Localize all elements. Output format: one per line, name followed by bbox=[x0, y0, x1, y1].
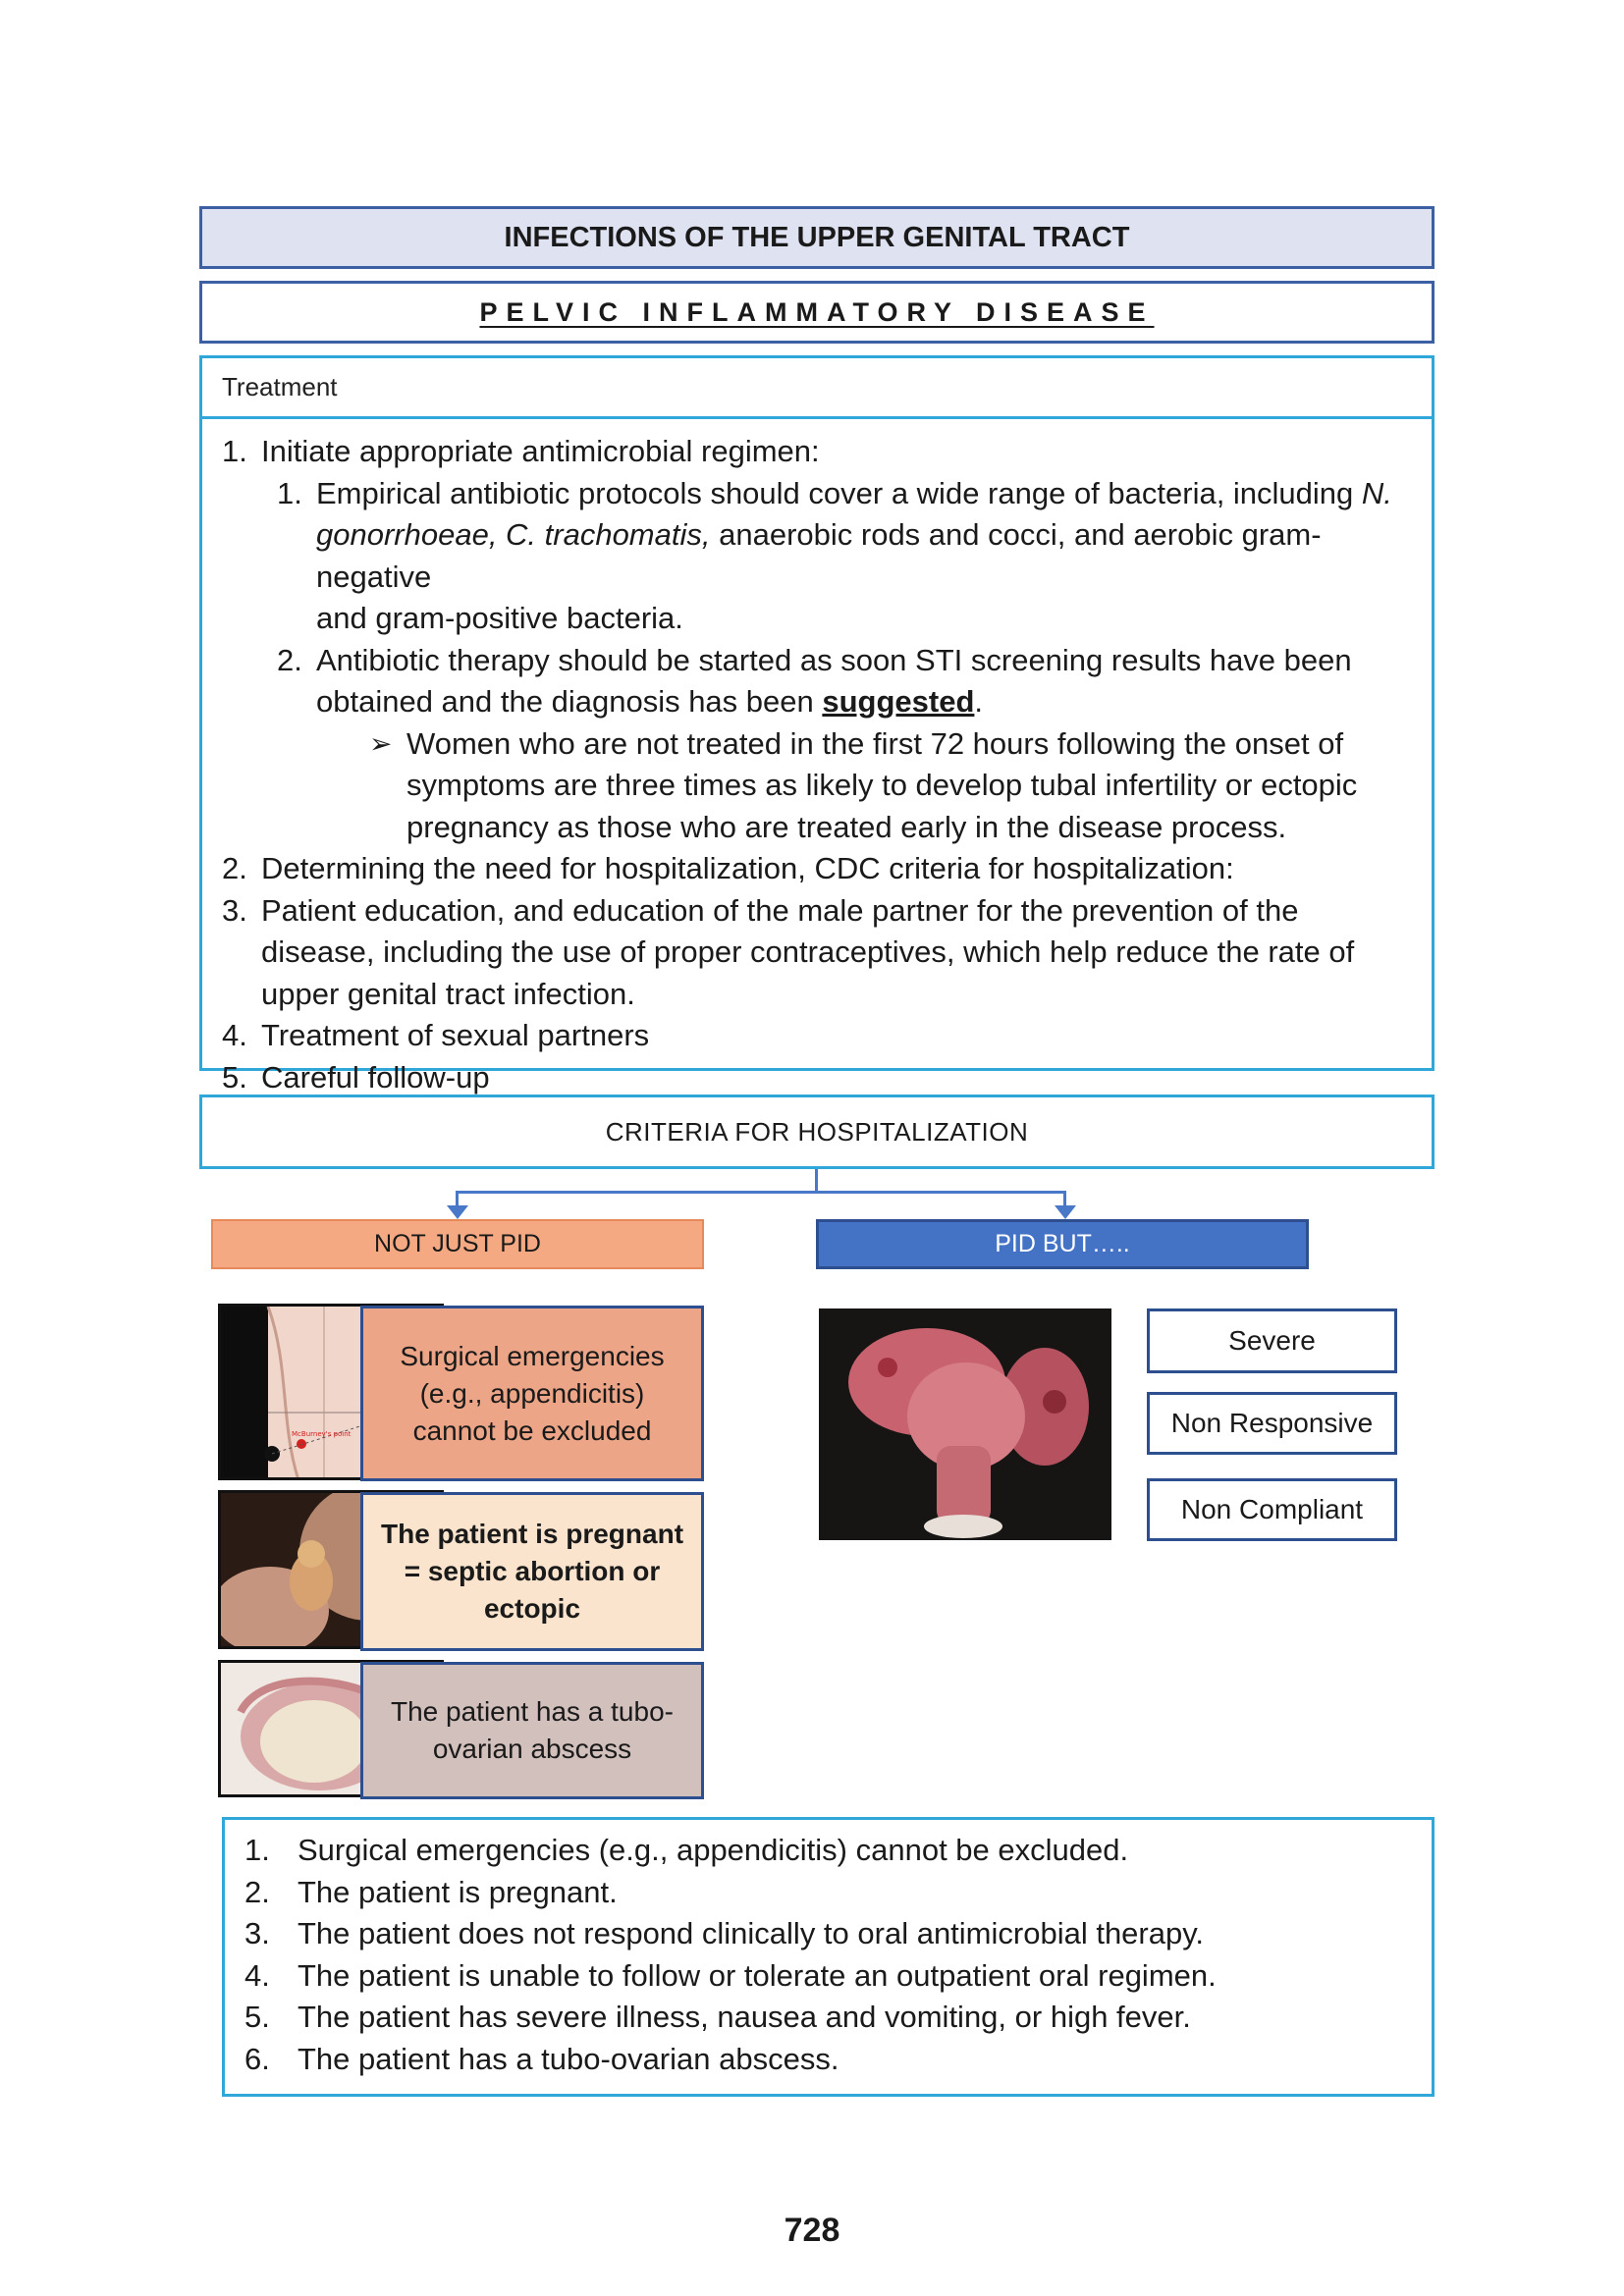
list-item: 4. Treatment of sexual partners bbox=[222, 1018, 650, 1052]
uterus-specimen-image bbox=[819, 1308, 1111, 1540]
list-item: 5. The patient has severe illness, nausea and vomiting, or high fever. bbox=[244, 2000, 1191, 2034]
chapter-title bbox=[199, 206, 1435, 269]
connector-stem bbox=[815, 1169, 818, 1193]
treatment-heading-text: Treatment bbox=[222, 372, 338, 401]
hospitalization-criteria-list bbox=[222, 1817, 1435, 2097]
criteria-title bbox=[199, 1095, 1435, 1169]
abscess-card: The patient has a tubo-ovarian abscess bbox=[360, 1662, 704, 1799]
arrow-bullet-icon: ➢ bbox=[369, 727, 393, 759]
topic-title bbox=[199, 281, 1435, 344]
svg-text:McBurney's point: McBurney's point bbox=[292, 1430, 352, 1438]
surgical-emergency-card: Surgical emergencies (e.g., appendicitis) cannot be excluded bbox=[360, 1306, 704, 1481]
sub-list-item: 1. Empirical antibiotic protocols should cover a wide range of bacteria, including N. gonorrhoeae, C. trachomatis, anaerobic rods and cocci, and aerobic gram-negative and gram-positive bacteria. 2. Antibiotic therapy should be started as soon STI screening results have been obtained and the diagnosis has been suggested. bbox=[277, 475, 1392, 719]
list-item: 1. Surgical emergencies (e.g., appendicitis) cannot be excluded. bbox=[244, 1833, 1129, 1867]
bullet-item: ➢ Women who are not treated in the first 72 hours following the onset of symptoms are three times as likely to develop tubal infertility or ectopic pregnancy as those who are treated early in the disease process. bbox=[222, 723, 1412, 849]
topic-title-text: PELVIC INFLAMMATORY DISEASE bbox=[479, 296, 1155, 327]
pregnant-card: The patient is pregnant = septic abortion or ectopic bbox=[360, 1492, 704, 1651]
pid-but-heading: PID BUT….. bbox=[816, 1219, 1309, 1269]
list-item: 2. Determining the need for hospitalization, CDC criteria for hospitalization: bbox=[222, 851, 1234, 885]
list-item: 3. The patient does not respond clinically to oral antimicrobial therapy. bbox=[244, 1916, 1205, 1950]
connector-bar bbox=[456, 1191, 1066, 1194]
list-item: 4. The patient is unable to follow or tolerate an outpatient oral regimen. bbox=[244, 1957, 1217, 1993]
page-number: 728 bbox=[784, 2212, 840, 2249]
arrow-down-icon bbox=[447, 1205, 468, 1219]
chapter-title-text: INFECTIONS OF THE UPPER GENITAL TRACT bbox=[504, 221, 1130, 253]
list-item: 1. Initiate appropriate antimicrobial regimen: bbox=[222, 434, 820, 468]
option-severe: Severe bbox=[1147, 1308, 1397, 1373]
list-item: 3. Patient education, and education of the male partner for the prevention of the disease, including the use of proper contraceptives, which help reduce the rate of upper genital tract infection. bbox=[222, 892, 1355, 1011]
list-item: 5. Careful follow-up bbox=[222, 1059, 490, 1095]
option-non-responsive: Non Responsive bbox=[1147, 1392, 1397, 1455]
list-item: 2. The patient is pregnant. bbox=[244, 1874, 618, 1909]
treatment-list bbox=[199, 416, 1435, 1095]
option-non-compliant: Non Compliant bbox=[1147, 1478, 1397, 1541]
criteria-title-text: CRITERIA FOR HOSPITALIZATION bbox=[605, 1116, 1029, 1147]
arrow-down-icon bbox=[1055, 1205, 1076, 1219]
not-just-pid-heading: NOT JUST PID bbox=[211, 1219, 704, 1269]
list-item: 6. The patient has a tubo-ovarian abscess. bbox=[244, 2041, 839, 2076]
treatment-heading bbox=[199, 355, 1435, 418]
